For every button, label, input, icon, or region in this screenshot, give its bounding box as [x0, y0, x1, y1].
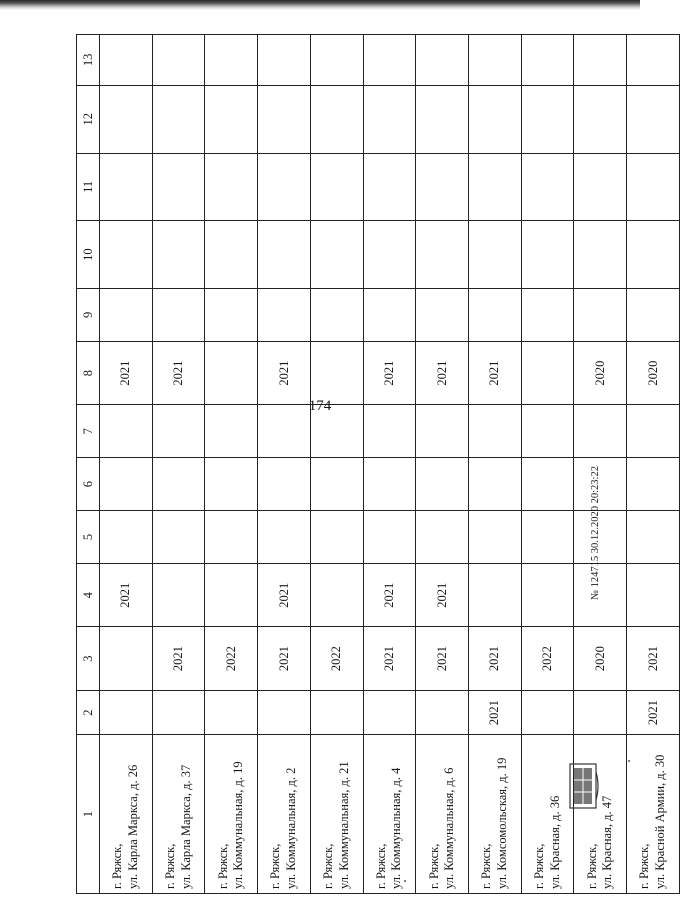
electronic-signature-text: № 124715 30.12.2020 20:23:22: [590, 466, 601, 600]
column-header: 7: [77, 405, 100, 458]
year-cell: [152, 458, 205, 511]
scan-speck: [628, 760, 630, 762]
year-cell: 2021: [469, 341, 522, 404]
address-street: ул. Коммунальная, д. 6: [442, 767, 457, 889]
year-cell: [152, 35, 205, 86]
address-cell: [469, 735, 522, 894]
header-row: [77, 35, 100, 894]
column-header: 2: [77, 690, 100, 734]
column-header: 11: [77, 153, 100, 221]
year-cell: [310, 221, 363, 289]
year-cell: [258, 288, 311, 341]
column-header: 10: [77, 221, 100, 289]
year-cell: [258, 221, 311, 289]
column-header: 8: [77, 341, 100, 404]
year-cell: [100, 35, 153, 86]
address-city: г. Ряжск,: [531, 843, 546, 889]
year-cell: [469, 511, 522, 564]
year-cell: [363, 405, 416, 458]
year-cell: 2021: [152, 341, 205, 404]
table-row: [100, 35, 153, 894]
year-cell: [100, 458, 153, 511]
year-cell: [416, 511, 469, 564]
year-cell: [574, 405, 627, 458]
year-cell: [469, 288, 522, 341]
year-cell: [152, 221, 205, 289]
column-header: 12: [77, 85, 100, 153]
column-header: 5: [77, 511, 100, 564]
year-cell: [152, 511, 205, 564]
year-cell: 2021: [469, 627, 522, 690]
year-cell: [310, 288, 363, 341]
year-cell: [205, 511, 258, 564]
scan-speck: [404, 880, 406, 882]
year-cell: [469, 563, 522, 626]
year-cell: [469, 458, 522, 511]
year-cell: [363, 35, 416, 86]
year-cell: [627, 563, 680, 626]
address-city: г. Ряжск,: [426, 843, 441, 889]
year-cell: 2021: [100, 341, 153, 404]
year-cell: [205, 35, 258, 86]
year-cell: [416, 153, 469, 221]
year-cell: [100, 221, 153, 289]
address-street: ул. Коммунальная, д. 21: [336, 761, 351, 889]
year-cell: [627, 288, 680, 341]
year-cell: 2021: [416, 627, 469, 690]
year-cell: 2021: [152, 627, 205, 690]
year-cell: 2020: [574, 627, 627, 690]
year-cell: 2021: [100, 563, 153, 626]
year-cell: [363, 511, 416, 564]
scan-edge-artifact: [0, 0, 640, 10]
coat-of-arms-stamp-icon: [566, 752, 600, 822]
year-cell: [627, 405, 680, 458]
year-cell: [521, 221, 574, 289]
year-cell: [258, 458, 311, 511]
year-cell: [258, 85, 311, 153]
year-cell: [152, 153, 205, 221]
address-city: г. Ряжск,: [479, 843, 494, 889]
year-cell: [205, 221, 258, 289]
year-cell: [152, 288, 205, 341]
address-city: г. Ряжск,: [637, 843, 652, 889]
year-cell: [416, 690, 469, 734]
year-cell: [521, 288, 574, 341]
year-cell: [310, 563, 363, 626]
address-street: ул. Красная, д. 36: [547, 795, 562, 889]
address-street: ул. Коммунальная, д. 19: [231, 761, 246, 889]
year-cell: [574, 690, 627, 734]
year-cell: [521, 85, 574, 153]
address-street: ул. Коммунальная, д. 4: [389, 767, 404, 889]
year-cell: [627, 458, 680, 511]
year-cell: 2021: [258, 627, 311, 690]
year-cell: [363, 85, 416, 153]
table-row: [469, 35, 522, 894]
year-cell: [100, 85, 153, 153]
year-cell: [363, 690, 416, 734]
column-header: 1: [77, 735, 100, 894]
table-row: [310, 35, 363, 894]
year-cell: [416, 405, 469, 458]
year-cell: [416, 458, 469, 511]
year-cell: [310, 405, 363, 458]
address-street: ул. Комсомольская, д. 19: [494, 757, 509, 889]
year-cell: 2021: [469, 690, 522, 734]
year-cell: [363, 221, 416, 289]
year-cell: [469, 405, 522, 458]
table-row: [416, 35, 469, 894]
year-cell: [521, 35, 574, 86]
year-cell: 2022: [521, 627, 574, 690]
address-city: г. Ряжск,: [162, 843, 177, 889]
table-row: [152, 35, 205, 894]
year-cell: 2021: [627, 690, 680, 734]
address-street: ул. Коммунальная, д. 2: [284, 767, 299, 889]
address-cell: [152, 735, 205, 894]
year-cell: [310, 341, 363, 404]
year-cell: [205, 153, 258, 221]
column-header: 6: [77, 458, 100, 511]
year-cell: 2021: [258, 563, 311, 626]
year-cell: 2022: [310, 627, 363, 690]
year-cell: [258, 690, 311, 734]
year-cell: [205, 288, 258, 341]
year-cell: [416, 288, 469, 341]
year-cell: [521, 341, 574, 404]
year-cell: [469, 35, 522, 86]
year-cell: [100, 690, 153, 734]
address-cell: [363, 735, 416, 894]
year-cell: [152, 690, 205, 734]
year-cell: [416, 35, 469, 86]
address-city: г. Ряжск,: [110, 843, 125, 889]
year-cell: [152, 563, 205, 626]
year-cell: [416, 221, 469, 289]
year-cell: [310, 511, 363, 564]
address-cell: [310, 735, 363, 894]
year-cell: [521, 563, 574, 626]
year-cell: [574, 35, 627, 86]
year-cell: [100, 627, 153, 690]
address-cell: [627, 735, 680, 894]
address-street: ул. Красная, д. 47: [600, 795, 615, 889]
year-cell: [258, 511, 311, 564]
column-header: 4: [77, 563, 100, 626]
year-cell: [205, 458, 258, 511]
year-cell: [469, 153, 522, 221]
year-cell: [258, 405, 311, 458]
year-cell: [205, 563, 258, 626]
column-header: 13: [77, 35, 100, 86]
year-cell: [100, 288, 153, 341]
table-row: [258, 35, 311, 894]
address-city: г. Ряжск,: [321, 843, 336, 889]
year-cell: [469, 221, 522, 289]
address-street: ул. Красной Армии, д. 30: [653, 754, 668, 889]
year-cell: [521, 405, 574, 458]
year-cell: [205, 341, 258, 404]
address-cell: [258, 735, 311, 894]
year-cell: 2021: [363, 627, 416, 690]
year-cell: 2020: [574, 341, 627, 404]
year-cell: [627, 511, 680, 564]
year-cell: [574, 153, 627, 221]
year-cell: [627, 35, 680, 86]
year-cell: [152, 85, 205, 153]
year-cell: [100, 511, 153, 564]
year-cell: 2021: [627, 627, 680, 690]
year-cell: 2021: [416, 563, 469, 626]
year-cell: [521, 690, 574, 734]
year-cell: [574, 85, 627, 153]
address-cell: [205, 735, 258, 894]
table-row: [627, 35, 680, 894]
year-cell: 2021: [363, 563, 416, 626]
year-cell: 2021: [363, 341, 416, 404]
year-cell: [363, 153, 416, 221]
year-cell: [521, 511, 574, 564]
year-cell: [258, 35, 311, 86]
year-cell: [100, 405, 153, 458]
year-cell: 2021: [258, 341, 311, 404]
table-row: [205, 35, 258, 894]
year-cell: [205, 85, 258, 153]
address-city: г. Ряжск,: [215, 843, 230, 889]
address-street: ул. Карла Маркса, д. 37: [178, 764, 193, 889]
address-cell: [416, 735, 469, 894]
year-cell: [310, 690, 363, 734]
column-header: 3: [77, 627, 100, 690]
address-city: г. Ряжск,: [584, 843, 599, 889]
address-city: г. Ряжск,: [373, 843, 388, 889]
year-cell: [100, 153, 153, 221]
year-cell: [627, 221, 680, 289]
year-cell: [310, 35, 363, 86]
year-cell: [205, 690, 258, 734]
year-cell: [627, 85, 680, 153]
year-cell: [521, 458, 574, 511]
year-cell: [152, 405, 205, 458]
address-street: ул. Карла Маркса, д. 26: [125, 764, 140, 889]
address-city: г. Ряжск,: [268, 843, 283, 889]
year-cell: [469, 85, 522, 153]
year-cell: [205, 405, 258, 458]
year-cell: [258, 153, 311, 221]
year-cell: 2020: [627, 341, 680, 404]
year-cell: [310, 153, 363, 221]
year-cell: [310, 458, 363, 511]
year-cell: [574, 288, 627, 341]
year-cell: [363, 288, 416, 341]
address-cell: [100, 735, 153, 894]
page-number: 174: [308, 398, 332, 414]
column-header: 9: [77, 288, 100, 341]
year-cell: 2021: [416, 341, 469, 404]
year-cell: [363, 458, 416, 511]
year-cell: [416, 85, 469, 153]
year-cell: [627, 153, 680, 221]
year-cell: [310, 85, 363, 153]
year-cell: 2022: [205, 627, 258, 690]
table-row: [363, 35, 416, 894]
year-cell: [574, 221, 627, 289]
year-cell: [521, 153, 574, 221]
